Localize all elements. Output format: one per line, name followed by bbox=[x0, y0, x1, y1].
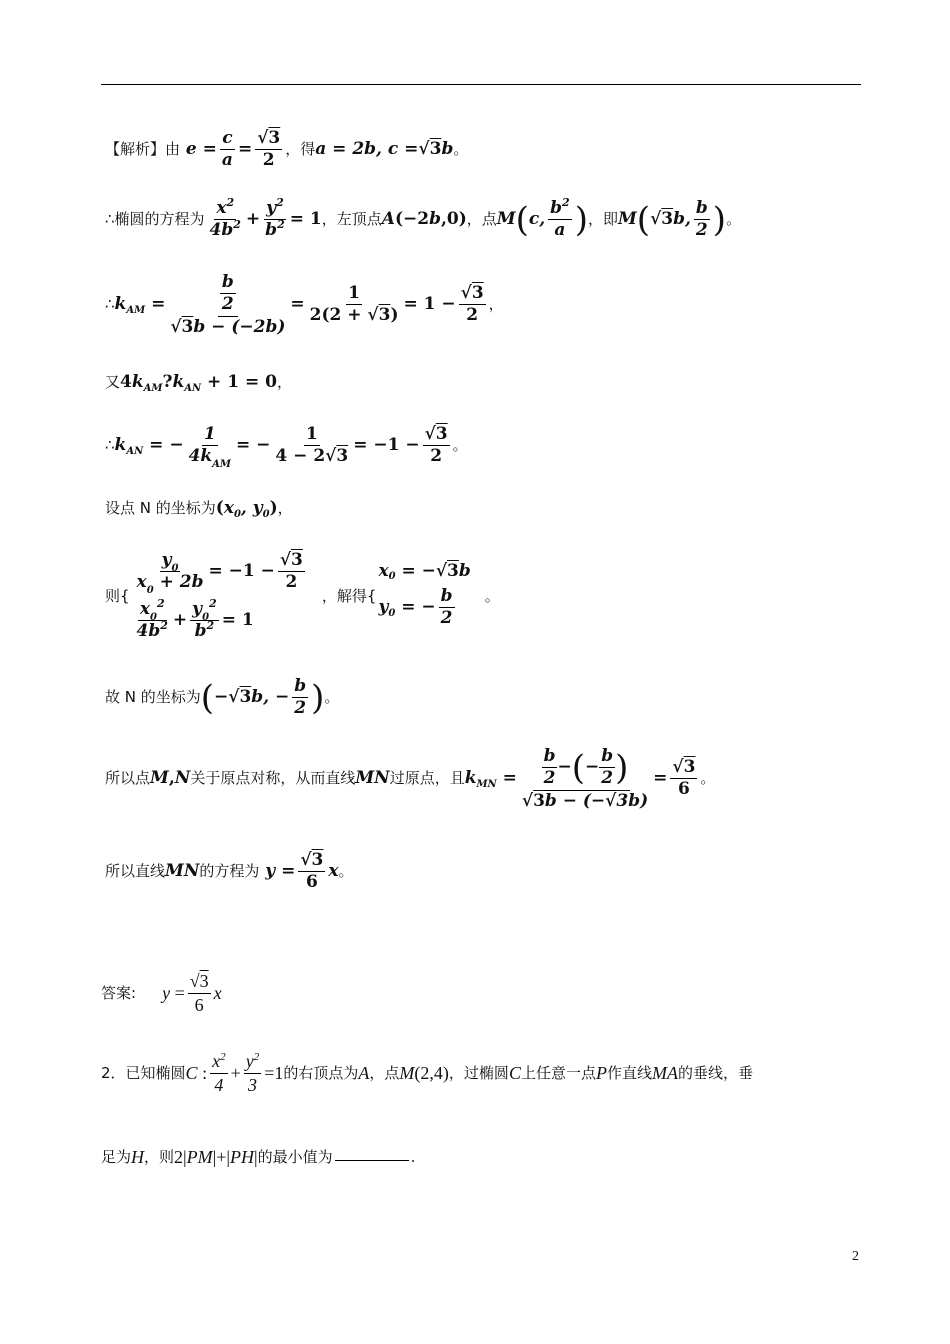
solution-line-1: 【解析】由 e = $\frac{c}{a}$ = $\frac{√3}{2}$ ，得 a = 2b, c = √3 b 。 bbox=[105, 128, 469, 171]
solution-line-10: 所以直线 MN 的方程为 y = $\frac{√3}{6}$ x 。 bbox=[105, 850, 354, 893]
header-rule bbox=[101, 84, 861, 85]
answer-blank bbox=[335, 1160, 409, 1161]
solution-line-8: 故 N 的坐标为 ( −√3 b, − $\frac{b}{2}$ ) 。 bbox=[105, 676, 340, 719]
solution-line-4: 又 4 k AM ? k AN + 1 = 0 ， bbox=[105, 372, 292, 394]
solution-line-3: ∴ k AM = $\frac{\frac{b}{2}}{√3b - (-2b)}$ = $\frac{1}{2(2 + √3)}$ = 1 − $\frac{√3}{2}$ ， bbox=[105, 272, 504, 337]
solution-line-5: ∴ k AN = − $\frac{1}{4k_{AM}}$ = − $\frac{1}{4 - 2√3}$ = −1 − $\frac{√3}{2}$ 。 bbox=[105, 424, 468, 471]
solution-line-2: ∴椭圆的方程为 $\frac{x^2}{4b^2}$ + $\frac{y^2}{b^2}$ = 1 ，左顶点 A (−2 b ,0) ，点 M ( c, $\frac{b^2}{a}$ ) ，即 M ( √3 b, $\frac{b}{2}$ ) 。 bbox=[105, 196, 742, 241]
problem2-line-1: 2．已知椭圆 C : $\frac{x^2}{4}$ + $\frac{y^2}{3}$ =1 的右顶点为 A ，点 M (2,4) ，过椭圆 C 上任意一点 P 作直线 MA 的垂线，垂 bbox=[101, 1051, 753, 1095]
analysis-label: 【解析】由 bbox=[105, 140, 181, 159]
problem2-line-2: 足为 H ，则 2| PM |+| PH | 的最小值为 . bbox=[101, 1147, 416, 1167]
answer-line: 答案: y = $\frac{√3}{6}$ x bbox=[101, 971, 222, 1015]
solution-line-7: 则{ $\frac{y_0}{x_0 + 2b}$ = −1 − $\frac{√3}{2}$ $\frac{x_0^2}{4b^2}$ + $\frac{y_0^2}{b^2}$ = 1 ，解得{ x 0 = −√3 b y 0 = − $\frac{b}{2}$ 。 bbox=[105, 549, 500, 642]
page-number: 2 bbox=[852, 1249, 859, 1264]
solution-line-6: 设点 N 的坐标为 ( x 0 , y 0 ) ， bbox=[105, 498, 293, 520]
answer-label: 答案: bbox=[101, 983, 137, 1002]
solution-line-9: 所以点 M , N 关于原点对称，从而直线 MN 过原点，且 k MN = $\frac{b}{2}$ − ( − $\frac{b}{2}$ ) √3b − (−√3b) = $\frac{√3}{6}$ 。 bbox=[105, 746, 716, 811]
